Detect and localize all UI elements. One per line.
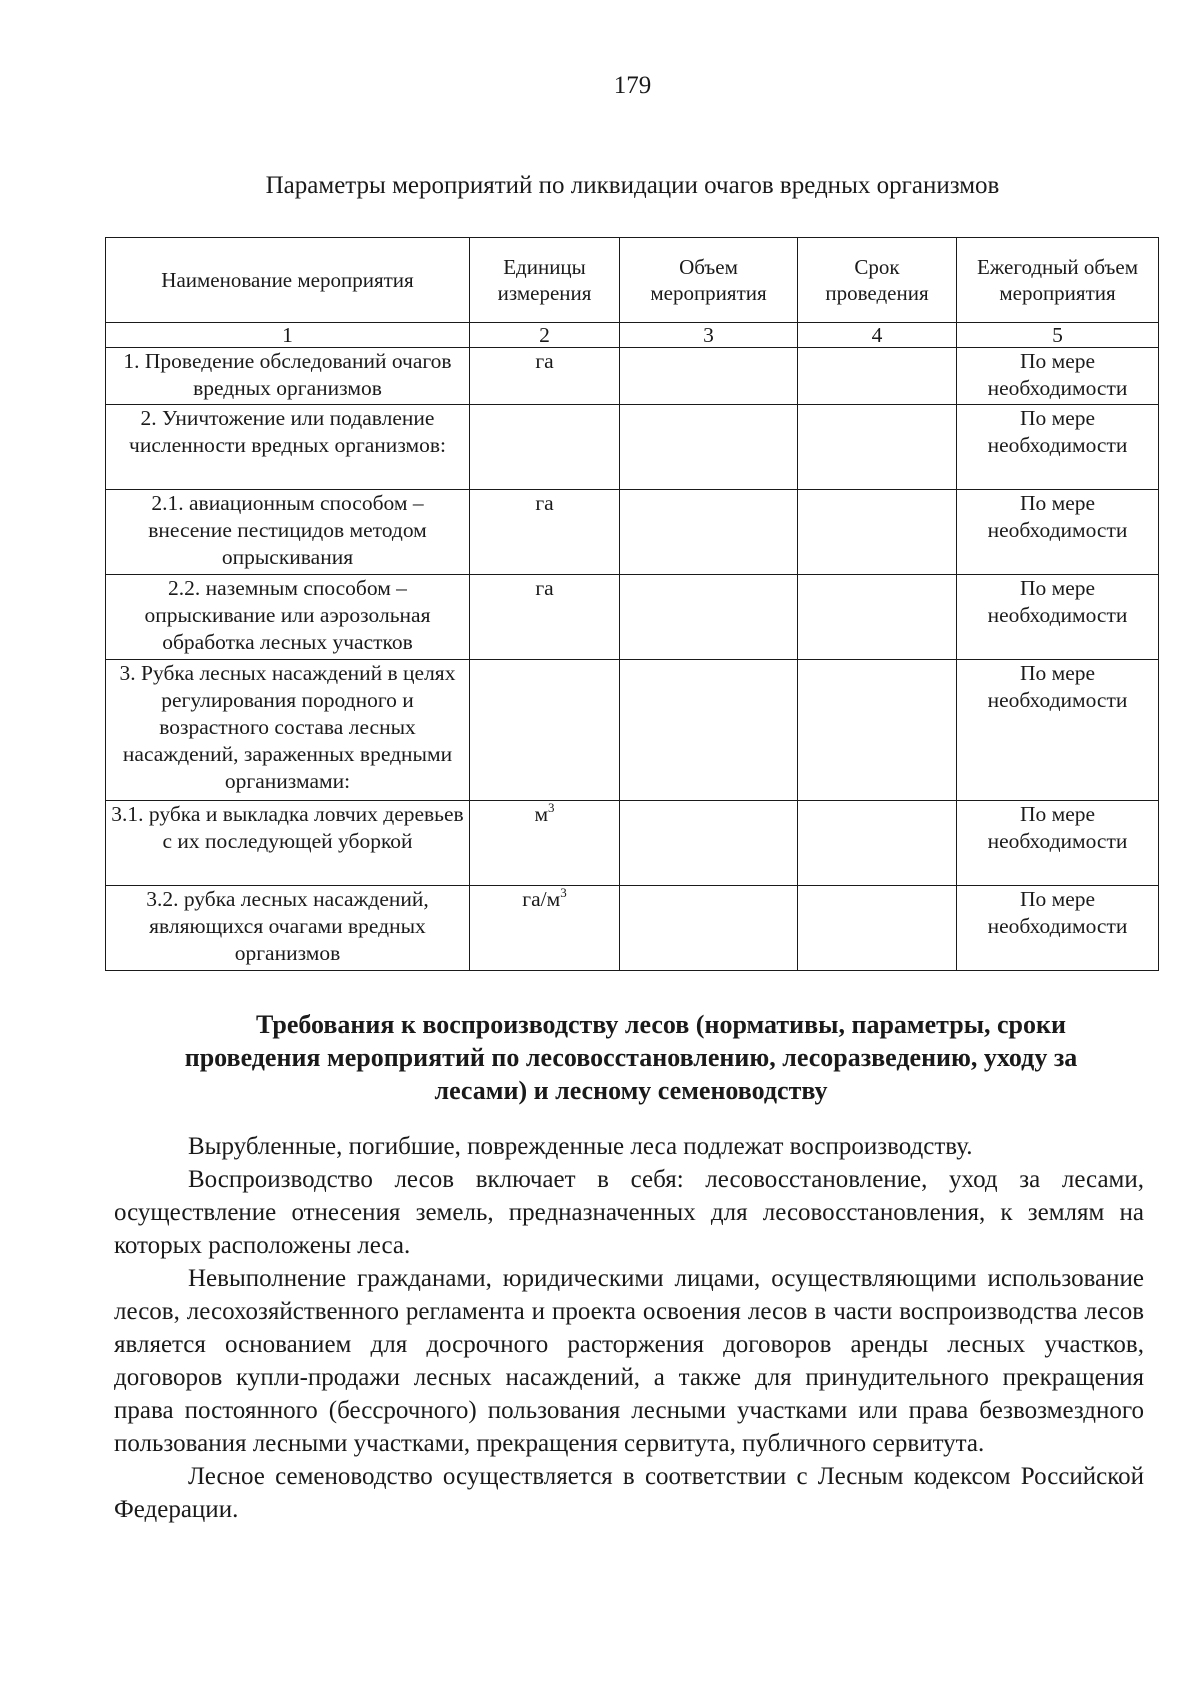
term-cell (798, 575, 957, 660)
annual-volume-cell: По мере необходимости (957, 405, 1159, 490)
activity-name-cell: 2. Уничтожение или подавление численности вредных организмов: (106, 405, 470, 490)
pest-control-parameters-table (105, 237, 1159, 971)
activity-name-cell: 3. Рубка лесных насаждений в целях регулирования породного и возрастного состава лесных насаждений, зараженных вредными организмами: (106, 660, 470, 801)
table-title: Параметры мероприятий по ликвидации очагов вредных организмов (265, 172, 1000, 199)
column-number-row (106, 323, 1159, 348)
unit-cell (470, 801, 620, 886)
term-cell (798, 801, 957, 886)
column-number: 4 (798, 323, 957, 348)
unit-cell: га (470, 348, 620, 405)
unit-cell: га (470, 490, 620, 575)
term-cell (798, 490, 957, 575)
unit-cell (470, 660, 620, 801)
table-row (106, 886, 1159, 971)
volume-cell (620, 490, 798, 575)
unit-superscript: 3 (560, 885, 567, 900)
activity-name-cell: 2.1. авиационным способом – внесение пестицидов методом опрыскивания (106, 490, 470, 575)
table-header-row (106, 238, 1159, 323)
unit-cell (470, 886, 620, 971)
annual-volume-cell: По мере необходимости (957, 575, 1159, 660)
unit-cell: га (470, 575, 620, 660)
volume-cell (620, 801, 798, 886)
body-text (114, 1130, 1144, 1526)
column-number: 2 (470, 323, 620, 348)
table-row (106, 801, 1159, 886)
paragraph: Лесное семеноводство осуществляется в соответствии с Лесным кодексом Российской Федерации. (114, 1463, 1144, 1523)
paragraph: Невыполнение гражданами, юридическими лицами, осуществляющими использование лесов, лесохозяйственного регламента и проекта освоения лесов в части воспроизводства лесов является основанием для досрочного расторжения договоров аренды лесных участков, договоров купли-продажи лесных насаждений, а также для принудительного прекращения права постоянного (бессрочного) пользования лесными участками или права безвозмездного пользования лесными участками, прекращения сервитута, публичного сервитута. (114, 1265, 1144, 1457)
unit-superscript: 3 (548, 800, 555, 815)
paragraph: Вырубленные, погибшие, поврежденные леса подлежат воспроизводству. (188, 1133, 973, 1160)
activity-name-cell: 2.2. наземным способом – опрыскивание или аэрозольная обработка лесных участков (106, 575, 470, 660)
activity-name-cell: 3.2. рубка лесных насаждений, являющихся очагами вредных организмов (106, 886, 470, 971)
header-annual-volume: Ежегодный объем мероприятия (957, 238, 1159, 323)
section-title-line: проведения мероприятий по лесовосстановлению, лесоразведению, уходу за (184, 1043, 1078, 1072)
section-title (120, 1008, 1142, 1107)
table-row (106, 575, 1159, 660)
table-row (106, 660, 1159, 801)
term-cell (798, 405, 957, 490)
header-term: Срок проведения (798, 238, 957, 323)
activity-name-cell: 1. Проведение обследований очагов вредных организмов (106, 348, 470, 405)
unit-text: м (534, 802, 549, 826)
section-title-line: лесами) и лесному семеноводству (434, 1076, 828, 1105)
volume-cell (620, 660, 798, 801)
volume-cell (620, 348, 798, 405)
activity-name-cell: 3.1. рубка и выкладка ловчих деревьев с их последующей уборкой (106, 801, 470, 886)
annual-volume-cell: По мере необходимости (957, 348, 1159, 405)
table-row (106, 490, 1159, 575)
header-units: Единицы измерения (470, 238, 620, 323)
annual-volume-cell: По мере необходимости (957, 886, 1159, 971)
page-number: 179 (613, 72, 652, 99)
column-number: 1 (106, 323, 470, 348)
term-cell (798, 886, 957, 971)
column-number: 5 (957, 323, 1159, 348)
volume-cell (620, 886, 798, 971)
volume-cell (620, 575, 798, 660)
unit-cell (470, 405, 620, 490)
header-volume: Объем мероприятия (620, 238, 798, 323)
term-cell (798, 348, 957, 405)
header-activity-name: Наименование мероприятия (106, 238, 470, 323)
annual-volume-cell: По мере необходимости (957, 660, 1159, 801)
table-row (106, 405, 1159, 490)
unit-text: га/м (522, 887, 561, 911)
term-cell (798, 660, 957, 801)
annual-volume-cell: По мере необходимости (957, 801, 1159, 886)
paragraph: Воспроизводство лесов включает в себя: лесовосстановление, уход за лесами, осуществление отнесения земель, предназначенных для лесовосстановления, к землям на которых расположены леса. (114, 1166, 1144, 1259)
column-number: 3 (620, 323, 798, 348)
volume-cell (620, 405, 798, 490)
section-title-line: Требования к воспроизводству лесов (нормативы, параметры, сроки (256, 1010, 1066, 1039)
table-row (106, 348, 1159, 405)
annual-volume-cell: По мере необходимости (957, 490, 1159, 575)
